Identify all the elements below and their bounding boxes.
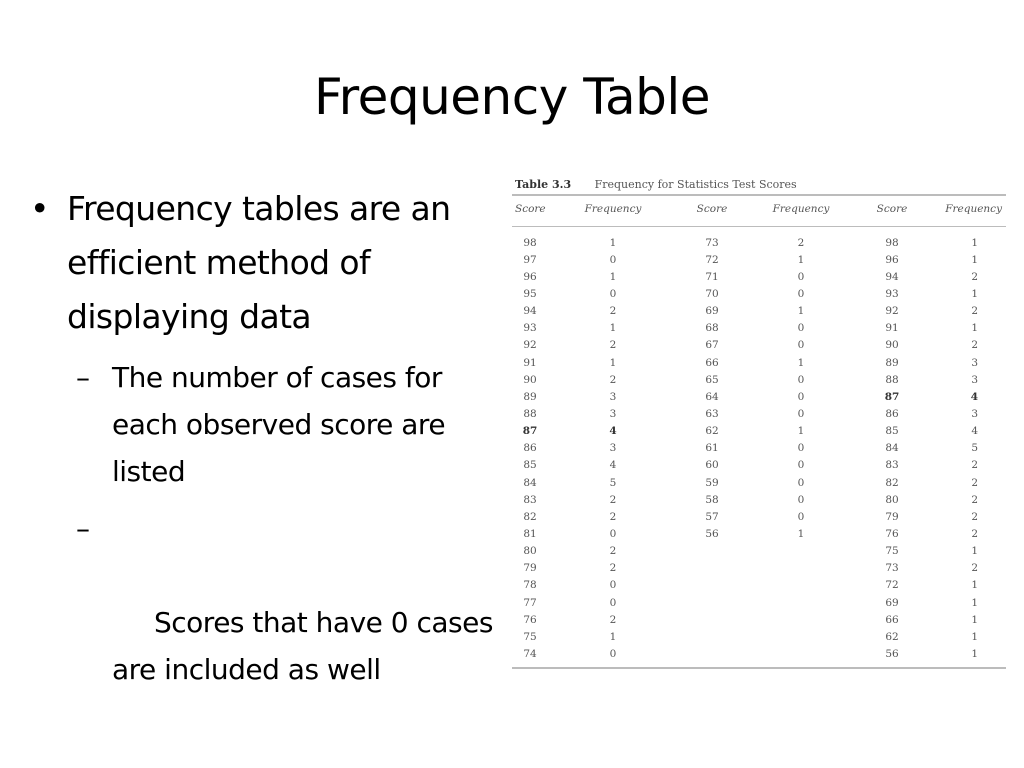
table-cell: 2	[971, 493, 978, 506]
table-row	[512, 611, 1006, 628]
table-cell: 96	[523, 270, 537, 283]
table-cell: 89	[885, 356, 899, 369]
table-cell: 87	[884, 390, 900, 403]
table-cell: 2	[609, 493, 617, 506]
table-cell: 66	[885, 613, 899, 626]
table-title: Frequency for Statistics Test Scores	[594, 178, 797, 191]
table-cell: 86	[885, 407, 899, 420]
table-cell: 3	[971, 407, 978, 420]
table-cell: 4	[609, 425, 617, 438]
table-cell: 56	[705, 527, 719, 540]
table-cell: 98	[885, 236, 899, 249]
table-row	[512, 594, 1006, 611]
table-cell: 83	[523, 493, 537, 506]
column-header: Frequency	[945, 203, 1002, 215]
table-cell	[678, 577, 746, 594]
table-row	[512, 285, 1006, 302]
table-cell: 75	[885, 545, 899, 558]
table-cell	[678, 645, 746, 667]
column-header: Frequency	[772, 203, 830, 215]
slide-title: Frequency Table	[314, 68, 710, 126]
table-cell	[746, 543, 856, 560]
table-cell: 1	[609, 356, 617, 369]
table-cell	[746, 577, 856, 594]
table-caption	[512, 176, 1006, 194]
sub-bullet-text: The number of cases for each observed score are listed	[112, 361, 446, 488]
table-cell: 3	[971, 356, 978, 369]
table-cell: 1	[797, 425, 805, 438]
table-cell: 2	[971, 527, 978, 540]
table-cell: 71	[705, 270, 719, 283]
table-cell: 1	[971, 236, 978, 249]
table-cell: 0	[797, 510, 805, 523]
table-cell: 66	[705, 356, 719, 369]
table-cell	[746, 645, 856, 667]
table-row	[512, 645, 1006, 667]
table-row	[512, 337, 1006, 354]
table-cell: 1	[971, 579, 978, 592]
table-cell: 4	[609, 459, 617, 472]
table-row	[512, 577, 1006, 594]
table-cell: 0	[609, 287, 617, 300]
table-cell: 0	[797, 493, 805, 506]
table-cell: 87	[522, 425, 538, 438]
table-cell: 62	[705, 425, 719, 438]
table-cell: 1	[971, 613, 978, 626]
table-row	[512, 371, 1006, 388]
column-header: Score	[696, 203, 728, 215]
table-row	[512, 251, 1006, 268]
table-row	[512, 227, 1006, 252]
table-cell: 0	[797, 373, 805, 386]
table-cell: 3	[609, 442, 617, 455]
table-cell: 96	[885, 253, 899, 266]
table-cell: 0	[797, 407, 805, 420]
table-cell: 80	[885, 493, 899, 506]
table-cell: 2	[609, 305, 617, 318]
table-cell: 1	[797, 253, 805, 266]
column-header: Score	[515, 203, 546, 215]
table-cell: 0	[797, 459, 805, 472]
table-cell: 0	[609, 596, 617, 609]
table-cell: 2	[971, 476, 978, 489]
table-cell: 88	[523, 407, 537, 420]
table-cell: 0	[609, 579, 617, 592]
table-cell: 5	[971, 442, 978, 455]
table-cell: 81	[523, 527, 537, 540]
table-cell: 68	[705, 322, 719, 335]
dash-icon: –	[76, 361, 90, 394]
table-cell: 2	[609, 562, 617, 575]
table-cell: 1	[609, 322, 617, 335]
table-cell	[678, 628, 746, 645]
table-cell: 4	[971, 425, 978, 438]
table-cell: 0	[797, 322, 805, 335]
table-cell: 2	[971, 270, 978, 283]
bullet-item	[28, 182, 508, 344]
table-cell: 1	[609, 236, 617, 249]
table-cell: 64	[705, 390, 719, 403]
table-cell: 1	[797, 356, 805, 369]
bullet-list	[28, 182, 508, 740]
table-cell: 2	[609, 510, 617, 523]
table-cell: 75	[523, 630, 537, 643]
table-row	[512, 525, 1006, 542]
table-cell: 76	[885, 527, 899, 540]
dash-icon: –	[76, 512, 90, 545]
table-cell: 78	[523, 579, 537, 592]
table-cell: 84	[523, 476, 537, 489]
table-cell	[678, 611, 746, 628]
table-cell: 2	[971, 305, 978, 318]
table-cell: 4	[970, 390, 978, 403]
table-cell: 92	[885, 305, 899, 318]
table-cell: 98	[523, 236, 537, 249]
column-header: Score	[876, 203, 908, 215]
table-cell: 1	[797, 527, 805, 540]
table-cell: 2	[971, 339, 978, 352]
table-cell: 0	[609, 527, 617, 540]
table-cell: 79	[885, 510, 899, 523]
table-cell: 2	[609, 373, 617, 386]
table-row	[512, 405, 1006, 422]
table-cell: 2	[971, 459, 978, 472]
table-cell: 94	[523, 305, 537, 318]
table-cell: 70	[705, 287, 719, 300]
sub-bullet-item	[28, 505, 508, 740]
table-cell: 97	[523, 253, 537, 266]
table-cell: 86	[523, 442, 537, 455]
table-cell: 94	[885, 270, 899, 283]
table-number: Table 3.3	[515, 178, 572, 191]
table-cell	[746, 628, 856, 645]
frequency-table	[512, 194, 1006, 669]
table-cell: 59	[705, 476, 719, 489]
sub-bullet-item	[28, 354, 508, 495]
table-cell: 90	[523, 373, 537, 386]
table-cell: 0	[797, 270, 805, 283]
table-cell: 73	[705, 236, 719, 249]
table-row	[512, 320, 1006, 337]
table-row	[512, 560, 1006, 577]
table-row	[512, 628, 1006, 645]
table-cell: 95	[523, 287, 537, 300]
table-cell	[678, 594, 746, 611]
table-cell: 67	[705, 339, 719, 352]
table-cell: 82	[523, 510, 537, 523]
table-cell: 5	[609, 476, 617, 489]
table-row	[512, 457, 1006, 474]
table-cell	[746, 594, 856, 611]
table-row	[512, 508, 1006, 525]
table-row	[512, 491, 1006, 508]
table-cell: 92	[523, 339, 537, 352]
frequency-table-figure	[512, 176, 1006, 669]
table-cell: 74	[523, 647, 537, 660]
table-cell: 85	[885, 425, 899, 438]
table-cell: 1	[609, 630, 617, 643]
table-cell: 2	[797, 236, 805, 249]
column-header: Frequency	[584, 203, 642, 215]
table-cell: 83	[885, 459, 899, 472]
table-cell: 1	[971, 596, 978, 609]
table-cell: 2	[971, 562, 978, 575]
table-cell: 3	[609, 390, 617, 403]
table-cell: 85	[523, 459, 537, 472]
table-cell: 89	[523, 390, 537, 403]
table-cell: 2	[609, 613, 617, 626]
table-cell: 2	[971, 510, 978, 523]
table-body	[512, 227, 1006, 668]
table-cell: 88	[885, 373, 899, 386]
table-header-row	[512, 195, 1006, 227]
table-cell: 0	[797, 339, 805, 352]
table-cell: 69	[705, 305, 719, 318]
table-cell: 1	[609, 270, 617, 283]
table-cell	[746, 611, 856, 628]
table-cell: 84	[885, 442, 899, 455]
table-row	[512, 303, 1006, 320]
table-row	[512, 440, 1006, 457]
table-cell: 1	[971, 322, 978, 335]
table-cell: 90	[885, 339, 899, 352]
bullet-dot-icon: •	[30, 189, 49, 228]
table-cell: 0	[797, 287, 805, 300]
table-cell: 82	[885, 476, 899, 489]
table-cell: 91	[885, 322, 899, 335]
table-cell	[678, 560, 746, 577]
table-cell: 2	[609, 339, 617, 352]
table-cell: 93	[523, 322, 537, 335]
table-cell: 80	[523, 545, 537, 558]
table-cell: 62	[885, 630, 899, 643]
table-row	[512, 354, 1006, 371]
table-cell: 61	[705, 442, 719, 455]
table-cell: 1	[971, 647, 978, 660]
table-cell: 72	[705, 253, 719, 266]
table-cell: 1	[971, 287, 978, 300]
table-cell: 0	[797, 390, 805, 403]
table-cell: 0	[797, 442, 805, 455]
table-cell: 0	[609, 253, 617, 266]
table-cell: 58	[705, 493, 719, 506]
table-cell: 91	[523, 356, 537, 369]
table-row	[512, 543, 1006, 560]
table-cell: 72	[885, 579, 899, 592]
table-row	[512, 388, 1006, 405]
table-cell: 1	[971, 630, 978, 643]
table-cell: 1	[971, 545, 978, 558]
table-row	[512, 423, 1006, 440]
table-cell: 57	[705, 510, 719, 523]
table-cell: 76	[523, 613, 537, 626]
table-cell: 1	[797, 305, 805, 318]
table-cell: 2	[609, 545, 617, 558]
bullet-text: Frequency tables are an efficient method of displaying data	[67, 189, 451, 336]
table-cell: 0	[609, 647, 617, 660]
table-cell: 56	[885, 647, 899, 660]
table-cell: 3	[971, 373, 978, 386]
table-cell	[678, 543, 746, 560]
table-cell: 63	[705, 407, 719, 420]
table-cell	[746, 560, 856, 577]
table-cell: 69	[885, 596, 899, 609]
table-cell: 60	[705, 459, 719, 472]
table-cell: 77	[523, 596, 537, 609]
table-row	[512, 268, 1006, 285]
table-cell: 1	[971, 253, 978, 266]
table-cell: 73	[885, 562, 899, 575]
table-cell: 93	[885, 287, 899, 300]
table-cell: 0	[797, 476, 805, 489]
table-cell: 3	[609, 407, 617, 420]
table-cell: 65	[705, 373, 719, 386]
sub-bullet-text: Scores that have 0 cases are included as well	[112, 606, 502, 686]
table-cell: 79	[523, 562, 537, 575]
table-row	[512, 474, 1006, 491]
